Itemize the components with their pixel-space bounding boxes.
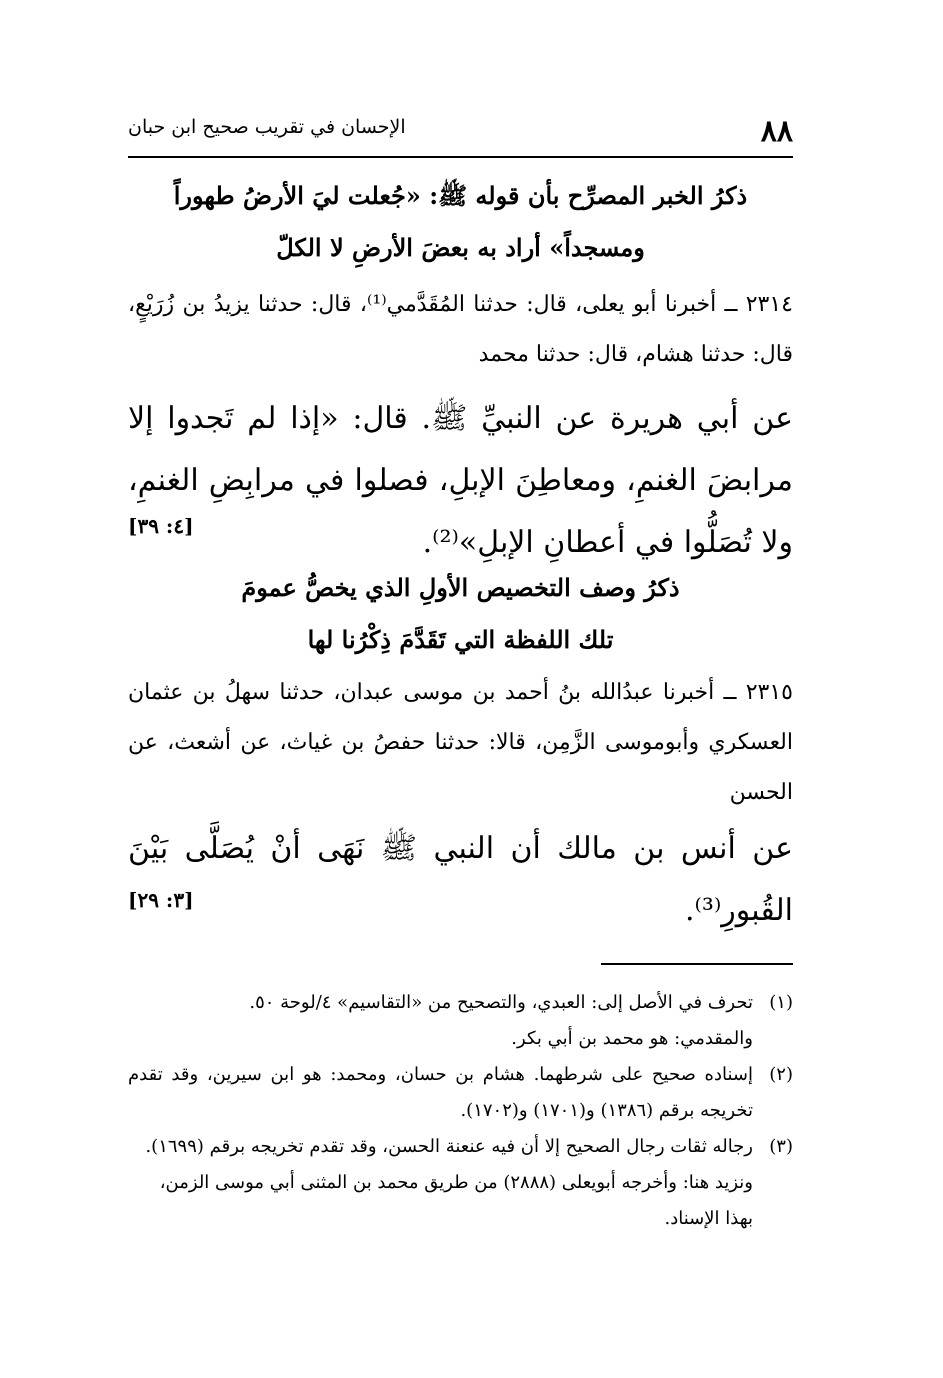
footnotes (128, 985, 793, 1237)
page-header (128, 110, 793, 158)
hadith-2314-reference: [٤: ٣٩] (128, 514, 194, 538)
chapter-heading-2 (128, 562, 793, 666)
footnote-2 (128, 1057, 793, 1129)
chapter-heading-1-line-1: ذكرُ الخبر المصرِّح بأن قوله ﷺ: «جُعلت ليَ الأرضُ طهوراً (173, 181, 748, 210)
footnote-3-number: (٣) (769, 1136, 793, 1157)
footnote-separator (601, 963, 793, 965)
footnote-1-text: تحرف في الأصل إلى: العبدي، والتصحيح من «التقاسيم» ٤/لوحة ٥٠. (249, 992, 753, 1013)
hadith-2314-matn: عن أبي هريرة عن النبيِّ ﷺ. قال: «إذا لم تَجدوا إلا مرابضَ الغنمِ، ومعاطِنَ الإبلِ، فصلوا في مرابِضِ الغنمِ، ولا تُصَلُّوا في أعطانِ الإبلِ»⁽²⁾. (128, 401, 793, 560)
footnote-3-continuation: ونزيد هنا: وأخرجه أبويعلى (٢٨٨٨) من طريق محمد بن المثنى أبي موسى الزمن، بهذا الإسناد. (159, 1172, 753, 1229)
chapter-heading-1-line-2: ومسجداً» أراد به بعضَ الأرضِ لا الكلّ (276, 233, 645, 262)
footnote-2-text: إسناده صحيح على شرطهما. هشام بن حسان، ومحمد: هو ابن سيرين، وقد تقدم تخريجه برقم (١٣٨٦) و(١٧٠١) و(١٧٠٢). (128, 1064, 753, 1121)
footnote-1 (128, 985, 793, 1021)
hadith-2315-isnad: ٢٣١٥ ــ أخبرنا عبدُالله بنُ أحمد بن موسى عبدان، حدثنا سهلُ بن عثمان العسكري وأبوموسى الزَّمِن، قالا: حدثنا حفصُ بن غياث، عن أشعث، عن الحسن (128, 680, 793, 805)
footnote-1-number: (١) (769, 992, 793, 1013)
footnote-2-number: (٢) (769, 1064, 793, 1085)
chapter-heading-1 (128, 170, 793, 274)
hadith-2315-reference: [٣: ٢٩] (128, 888, 194, 912)
footnote-1-continuation: والمقدمي: هو محمد بن أبي بكر. (511, 1028, 753, 1049)
footnote-3-text: رجاله ثقات رجال الصحيح إلا أن فيه عنعنة الحسن، وقد تقدم تخريجه برقم (١٦٩٩). (145, 1136, 753, 1157)
footnote-3 (128, 1129, 793, 1165)
running-title: الإحسان في تقريب صحيح ابن حبان (128, 116, 406, 138)
page-number: ٨٨ (760, 114, 793, 149)
hadith-2314-isnad: ٢٣١٤ ــ أخبرنا أبو يعلى، قال: حدثنا المُقَدَّمي⁽¹⁾، قال: حدثنا يزيدُ بن زُرَيْعٍ، قال: حدثنا هشام، قال: حدثنا محمد (128, 292, 793, 367)
chapter-heading-2-line-2: تلك اللفظة التي تَقَدَّمَ ذِكْرُنا لها (307, 625, 614, 654)
hadith-2315-matn: عن أنس بن مالك أن النبي ﷺ نَهَى أنْ يُصَلَّى بَيْنَ القُبورِ⁽³⁾. (128, 831, 793, 928)
chapter-heading-2-line-1: ذكرُ وصف التخصيص الأولِ الذي يخصُّ عمومَ (241, 573, 680, 602)
